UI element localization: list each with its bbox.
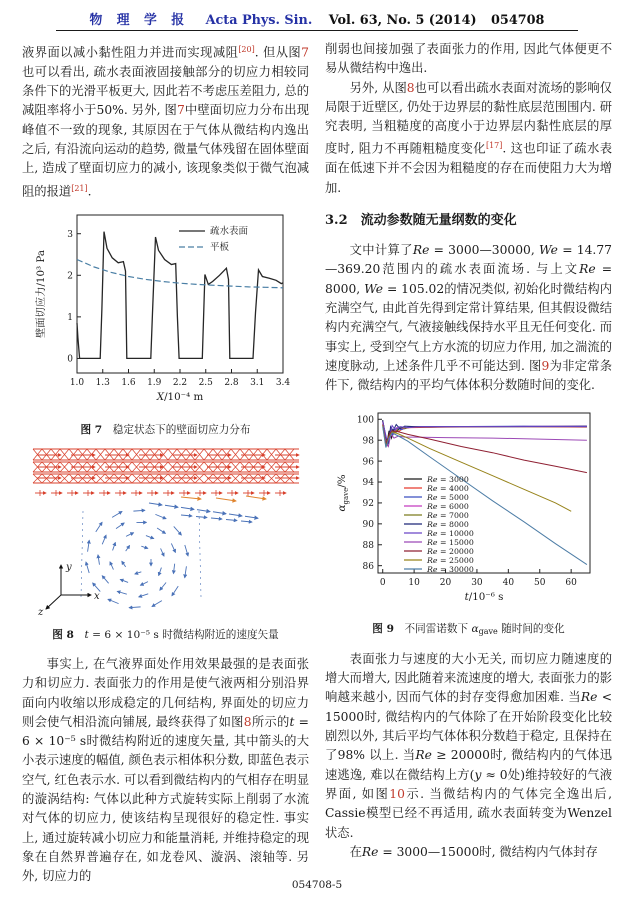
paragraph: 在Re = 3000—15000时, 微结构内气体封存 (349, 844, 598, 859)
section-number: 3.2 (325, 212, 348, 228)
svg-text:Re = 25000: Re = 25000 (426, 555, 474, 565)
svg-text:壁面切应力/10³ Pa: 壁面切应力/10³ Pa (34, 250, 47, 339)
svg-text:96: 96 (362, 456, 374, 467)
svg-text:2.2: 2.2 (172, 378, 187, 389)
journal-header (0, 9, 634, 28)
svg-text:90: 90 (362, 519, 374, 530)
svg-text:92: 92 (362, 498, 374, 509)
svg-text:1.9: 1.9 (146, 378, 161, 389)
svg-text:2: 2 (66, 271, 73, 282)
figure-7-chart (31, 207, 301, 411)
header-rule (56, 30, 578, 31)
paragraph: 削弱也间接加强了表面张力的作用, 因此气体便更不易从微结构中逸出. (325, 42, 612, 76)
figure-7-caption: 图 7 稳定状态下的壁面切应力分布 (80, 423, 251, 436)
svg-text:Re = 7000: Re = 7000 (426, 510, 469, 520)
svg-text:y: y (65, 561, 72, 573)
journal-title-en: Acta Phys. Sin. (205, 13, 313, 28)
figure-8-caption: 图 8 t = 6 × 10⁻⁵ s 时微结构附近的速度矢量 (52, 628, 279, 641)
figure-9-caption: 图 9 不同雷诺数下 $\alpha_{gave}$ 随时间的变化 (372, 622, 565, 636)
svg-text:0: 0 (66, 355, 73, 366)
svg-text:1.6: 1.6 (120, 378, 136, 389)
figure-8 (22, 447, 309, 642)
svg-text:3.4: 3.4 (275, 378, 290, 389)
figure-7 (22, 207, 309, 436)
svg-text:Re = 4000: Re = 4000 (426, 483, 469, 493)
svg-text:2.8: 2.8 (223, 378, 239, 389)
svg-text:1.0: 1.0 (69, 378, 84, 389)
paragraph: 表面张力与速度的大小无关, 而切应力随速度的增大而增大, 因此随着来流速度的增大, 表面张力的影响越来越小, 因而气体的封存变得愈加困难. 当Re < 15000时, 微结构内的气体除了在开始阶段变化比较剧烈以外, 其后平均气体体积分数趋于稳定, 且保持在了98% 以上. 当Re ≥ 20000时, 微结构内的气体迅速逃逸, 难以在微结构上方(y ≈ 0处)维持较好的气液界面, 如图10示. 当微结构内的气体完全逸出后, Cassie模型已经不再适用, 疏水表面转变为Wenzel状态. (325, 651, 612, 840)
paragraph: 另外, 从图8也可以看出疏水表面对流场的影响仅局限于近壁区, 仍处于边界层的黏性底层范围围内. 研究表明, 当粗糙度的高度小于边界层内黏性底层的厚度时, 阻力不再随粗糙度变化[17]. 这也印证了疏水表面在低速下并不会因为粗糙度的存在而使阻力大为增加. (325, 80, 612, 195)
svg-text:x: x (93, 590, 100, 602)
figure-9 (325, 405, 612, 639)
volume-info: Vol. 63, No. 5 (2014) (328, 13, 477, 28)
paragraph: 事实上, 在气液界面处作用效果最强的是表面张力和切应力. 表面张力的作用是使气液两相分别沿界面向内收缩以形成稳定的几何结构, 界面处的切应力则会使气相沿流向铺展, 最终获得了如图8所示的t = 6 × 10⁻⁵ s时微结构附近的速度矢量, 其中箭头的大小表示速度的幅值, 颜色表示相体积分数, 即蓝色表示空气, 红色表示水. 可以看到微结构内的气相存在明显的漩涡结构: 气体以此种方式旋转实际上削弱了水流对气体的切应力, 使该结构呈现很好的稳定性. 事实上, 通过旋转减小切应力和能量消耗, 并维持稳定的现象在自然界普遍存在, 如龙卷风、漩涡、滚轴等. 另外, 切应力的 (22, 656, 309, 884)
article-number: 054708 (491, 13, 545, 28)
svg-text:10: 10 (407, 577, 420, 588)
journal-title-cn: 物 理 学 报 (89, 13, 190, 28)
svg-text:94: 94 (362, 477, 374, 488)
figure-8-image (31, 447, 301, 617)
svg-text:X/10⁻⁴ m: X/10⁻⁴ m (156, 391, 203, 404)
paragraph: 液界面以减小黏性阻力并进而实现减阻[20]. 但从图7也可以看出, 疏水表面液固接触部分的切应力相较同条件下的光滑平板更大, 因此若不考虑压差阻力, 总的减阻率将小于50%. 另外, 图7中壁面切应力分布出现峰值不一致的现象, 其原因在于气体从微结构内逸出之后, 有沿流向运动的趋势, 微量气体残留在固体壁面上, 造成了壁面切应力的减小, 该现象类似于微气泡减阻的报道[21]. (22, 45, 309, 199)
page-number: 054708-5 (291, 879, 343, 891)
svg-text:Re = 5000: Re = 5000 (426, 492, 469, 502)
svg-text:Re = 30000: Re = 30000 (426, 564, 474, 574)
svg-text:αgave/%: $\alpha_{gave}/\%$ (335, 474, 350, 512)
svg-text:60: 60 (564, 577, 577, 588)
svg-text:Re = 15000: Re = 15000 (426, 537, 474, 547)
svg-text:88: 88 (362, 540, 374, 551)
svg-text:疏水表面: 疏水表面 (209, 226, 248, 238)
svg-text:50: 50 (533, 577, 545, 588)
svg-text:Re = 20000: Re = 20000 (426, 546, 474, 556)
svg-text:z: z (37, 606, 43, 617)
section-heading (325, 211, 612, 230)
figure-9-chart (334, 405, 604, 611)
svg-text:3.1: 3.1 (249, 378, 264, 389)
svg-text:30: 30 (470, 577, 483, 588)
svg-text:1: 1 (66, 313, 73, 324)
svg-text:Re = 6000: Re = 6000 (426, 501, 469, 511)
svg-text:20: 20 (439, 577, 451, 588)
right-column (325, 40, 612, 862)
svg-text:2.5: 2.5 (198, 378, 213, 389)
svg-text:1.3: 1.3 (95, 378, 110, 389)
svg-text:t/10⁻⁶ s: t/10⁻⁶ s (464, 590, 503, 603)
section-title: 流动参数随无量纲数的变化 (360, 212, 517, 228)
svg-text:Re = 8000: Re = 8000 (426, 519, 469, 529)
svg-text:98: 98 (362, 435, 374, 446)
svg-text:3: 3 (66, 230, 73, 241)
svg-text:0: 0 (379, 577, 386, 588)
svg-text:Re = 3000: Re = 3000 (426, 474, 469, 484)
svg-text:40: 40 (502, 577, 514, 588)
svg-text:86: 86 (362, 561, 374, 572)
left-column (22, 40, 309, 887)
svg-text:平板: 平板 (209, 242, 229, 254)
paragraph: 文中计算了Re = 3000—30000, We = 14.77—369.20范围内的疏水表面流场. 与上文Re = 8000, We = 105.02的情况类似, 初始化时微结构内充满空气, 由此首先得到定常计算结果, 但其假设微结构内充满空气, 气液接触线保持水平且无任何变化. 而事实上, 受到空气上方水流的切应力作用, 加之湍流的速度脉动, 上述条件几乎不可能达到. 图9为非定常条件下, 微结构内的平均气体体积分数随时间的变化. (325, 243, 612, 393)
svg-text:100: 100 (356, 415, 374, 426)
svg-text:Re = 10000: Re = 10000 (426, 528, 474, 538)
